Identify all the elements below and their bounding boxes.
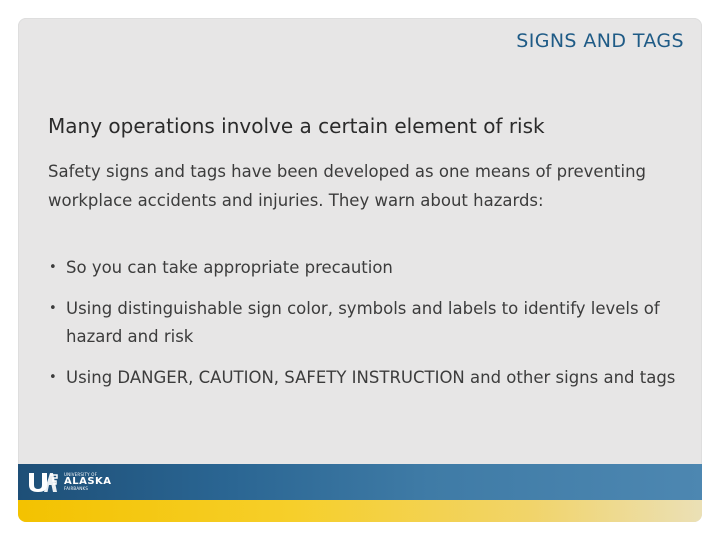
- logo-line-fairbanks: FAIRBANKS: [64, 486, 89, 491]
- bullet-icon: •: [49, 260, 57, 275]
- bullet-list: [48, 254, 688, 404]
- bullet-text: Using DANGER, CAUTION, SAFETY INSTRUCTION and other signs and tags: [66, 367, 676, 387]
- uaf-logo: [28, 470, 112, 494]
- slide: [18, 18, 702, 522]
- bullet-icon: •: [49, 369, 57, 385]
- uaf-logo-mark-icon: [28, 471, 58, 493]
- slide-heading: Many operations involve a certain element of risk: [48, 114, 545, 138]
- slide-title: SIGNS AND TAGS: [516, 30, 684, 52]
- bullet-icon: •: [49, 300, 57, 316]
- bullet-item: [48, 295, 688, 352]
- uaf-logo-text: [64, 473, 112, 491]
- bullet-text: Using distinguishable sign color, symbols and labels to identify levels of hazard and risk: [66, 298, 660, 346]
- bullet-text: So you can take appropriate precaution: [66, 258, 393, 277]
- logo-line-alaska: ALASKA: [64, 476, 112, 487]
- footer-bar: [18, 464, 702, 500]
- intro-paragraph: Safety signs and tags have been developed as one means of preventing workplace accidents and injuries. They warn about hazards:: [48, 162, 647, 210]
- bullet-item: [48, 254, 688, 283]
- bullet-item: [48, 364, 688, 393]
- logo-line-university-of: UNIVERSITY OF: [64, 472, 98, 477]
- footer-gold-strip: [18, 500, 702, 522]
